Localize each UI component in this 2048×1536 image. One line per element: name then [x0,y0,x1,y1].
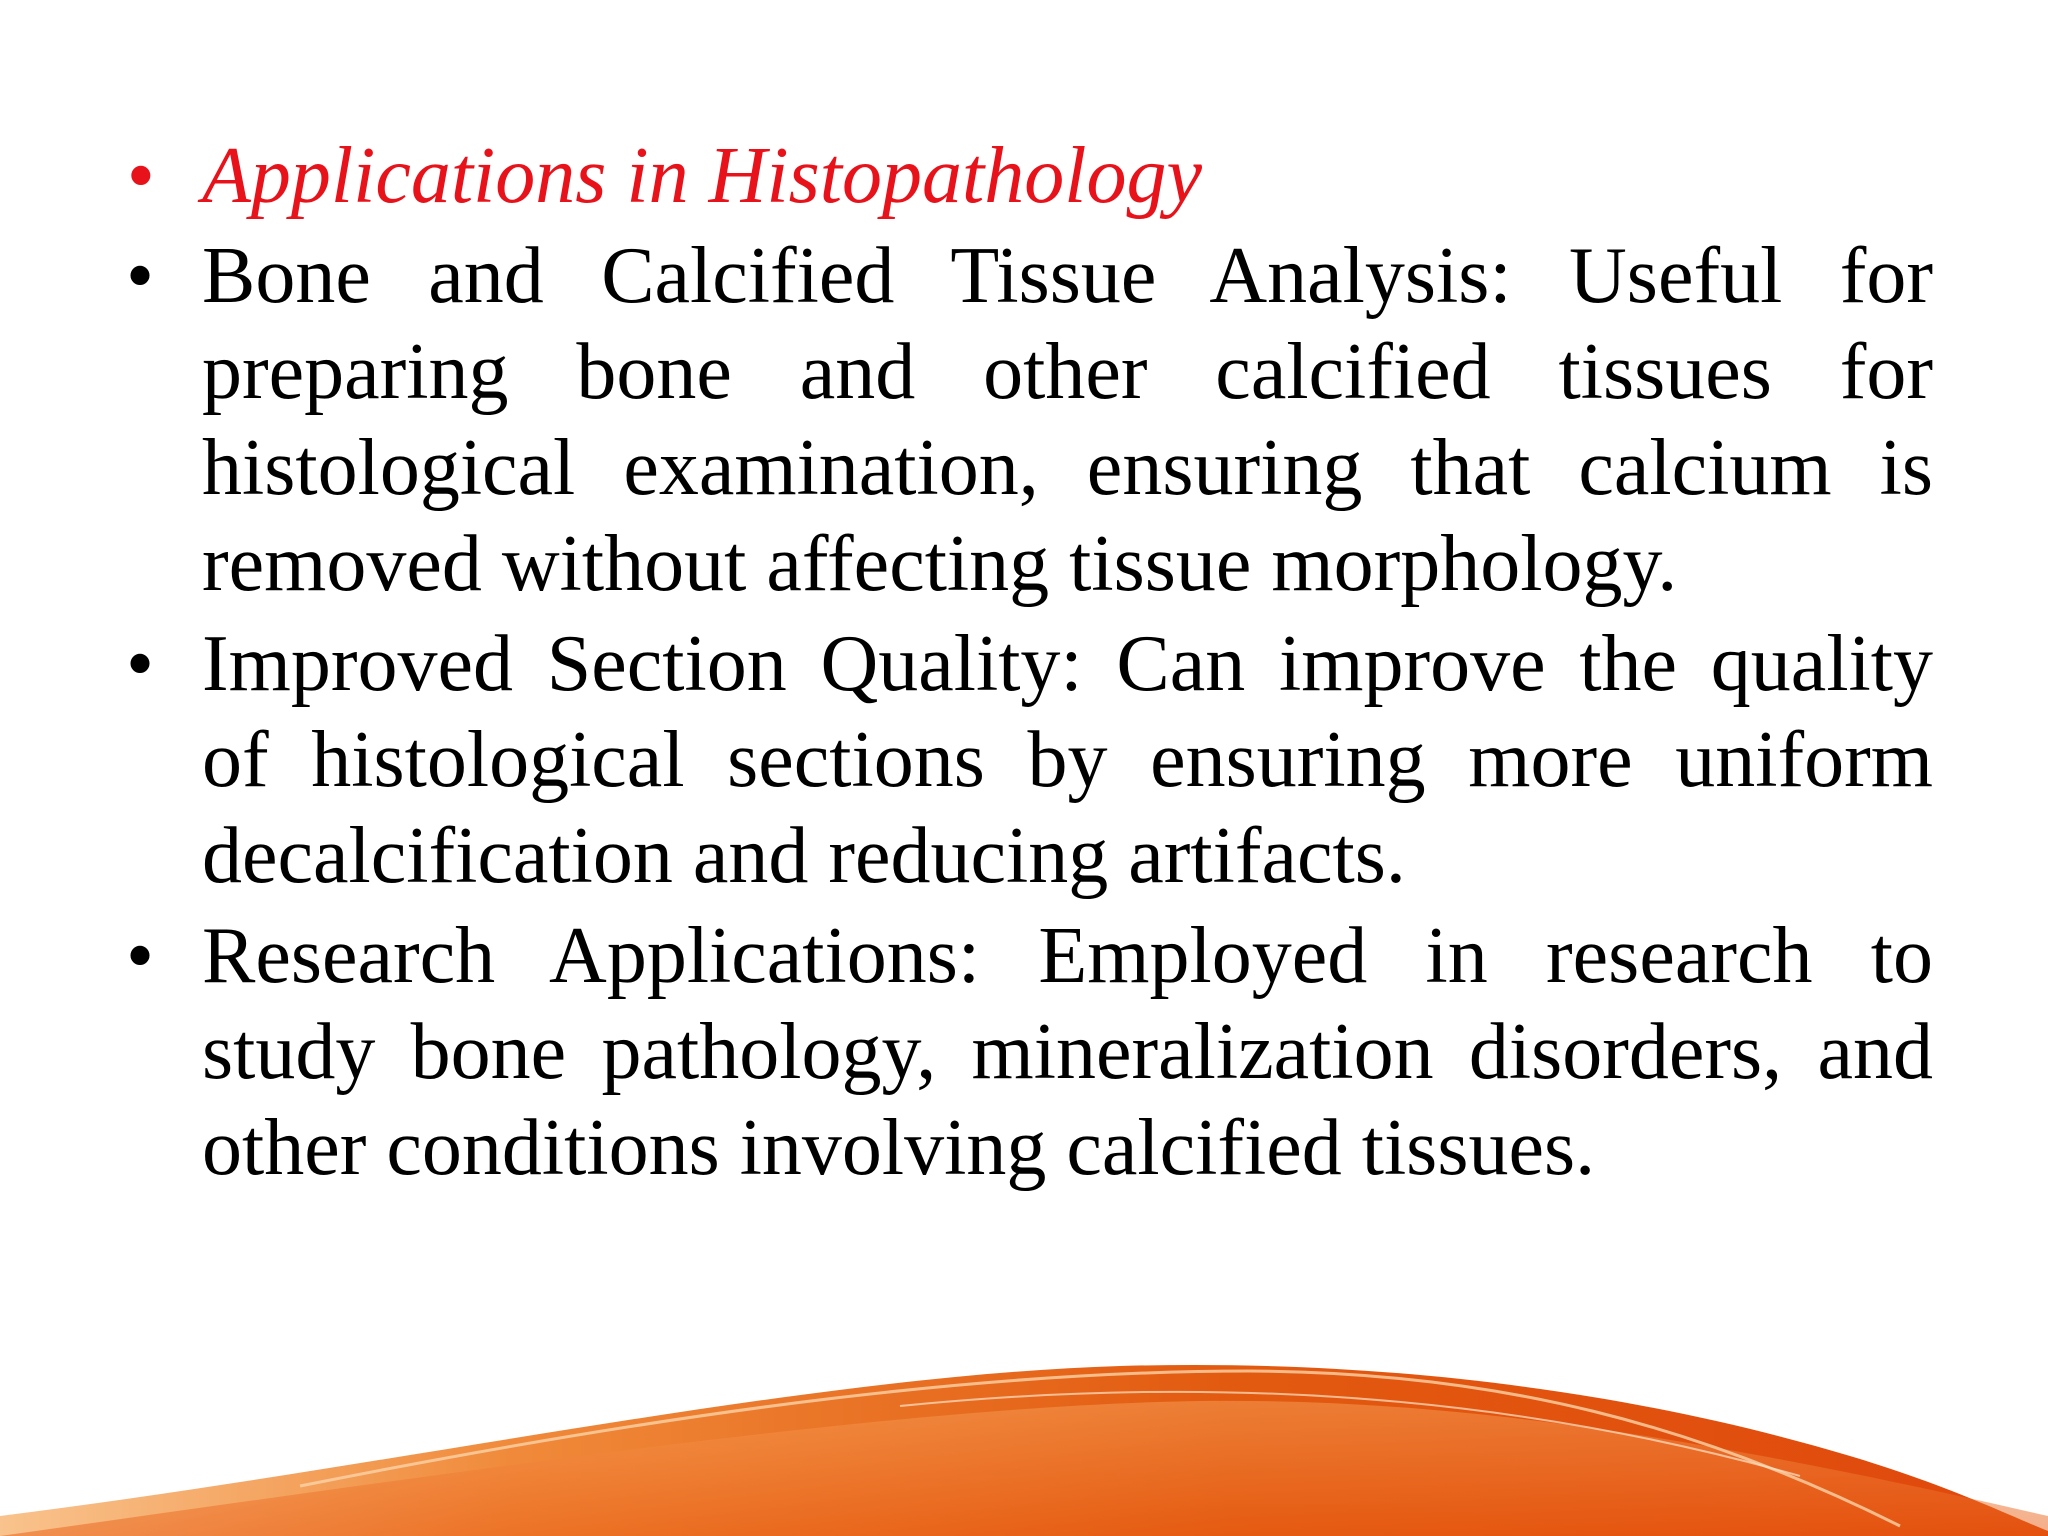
bullet-text: Research Applications: Employed in research to study bone pathology, mineralization disorders, and other conditions involving calcified tissues. [202,912,1933,1192]
bullet-icon: • [126,232,155,320]
bullet-text: Improved Section Quality: Can improve the quality of histological sections by ensuring more uniform decalcification and reducing artifacts. [202,620,1933,900]
bullet-item [118,616,1933,904]
bullet-item [118,228,1933,612]
heading-text: Applications in Histopathology [202,132,1202,220]
bullet-item [118,908,1933,1196]
bullet-icon: • [126,912,155,1000]
bullet-text: Bone and Calcified Tissue Analysis: Useful for preparing bone and other calcified tissues for histological examination, ensuring that calcium is removed without affecting tissue morphology. [202,232,1933,608]
slide-content [118,128,1933,1200]
decorative-orange-wave [0,1316,2048,1536]
slide-heading [118,128,1933,224]
bullet-icon: • [126,132,155,220]
bullet-icon: • [126,620,155,708]
